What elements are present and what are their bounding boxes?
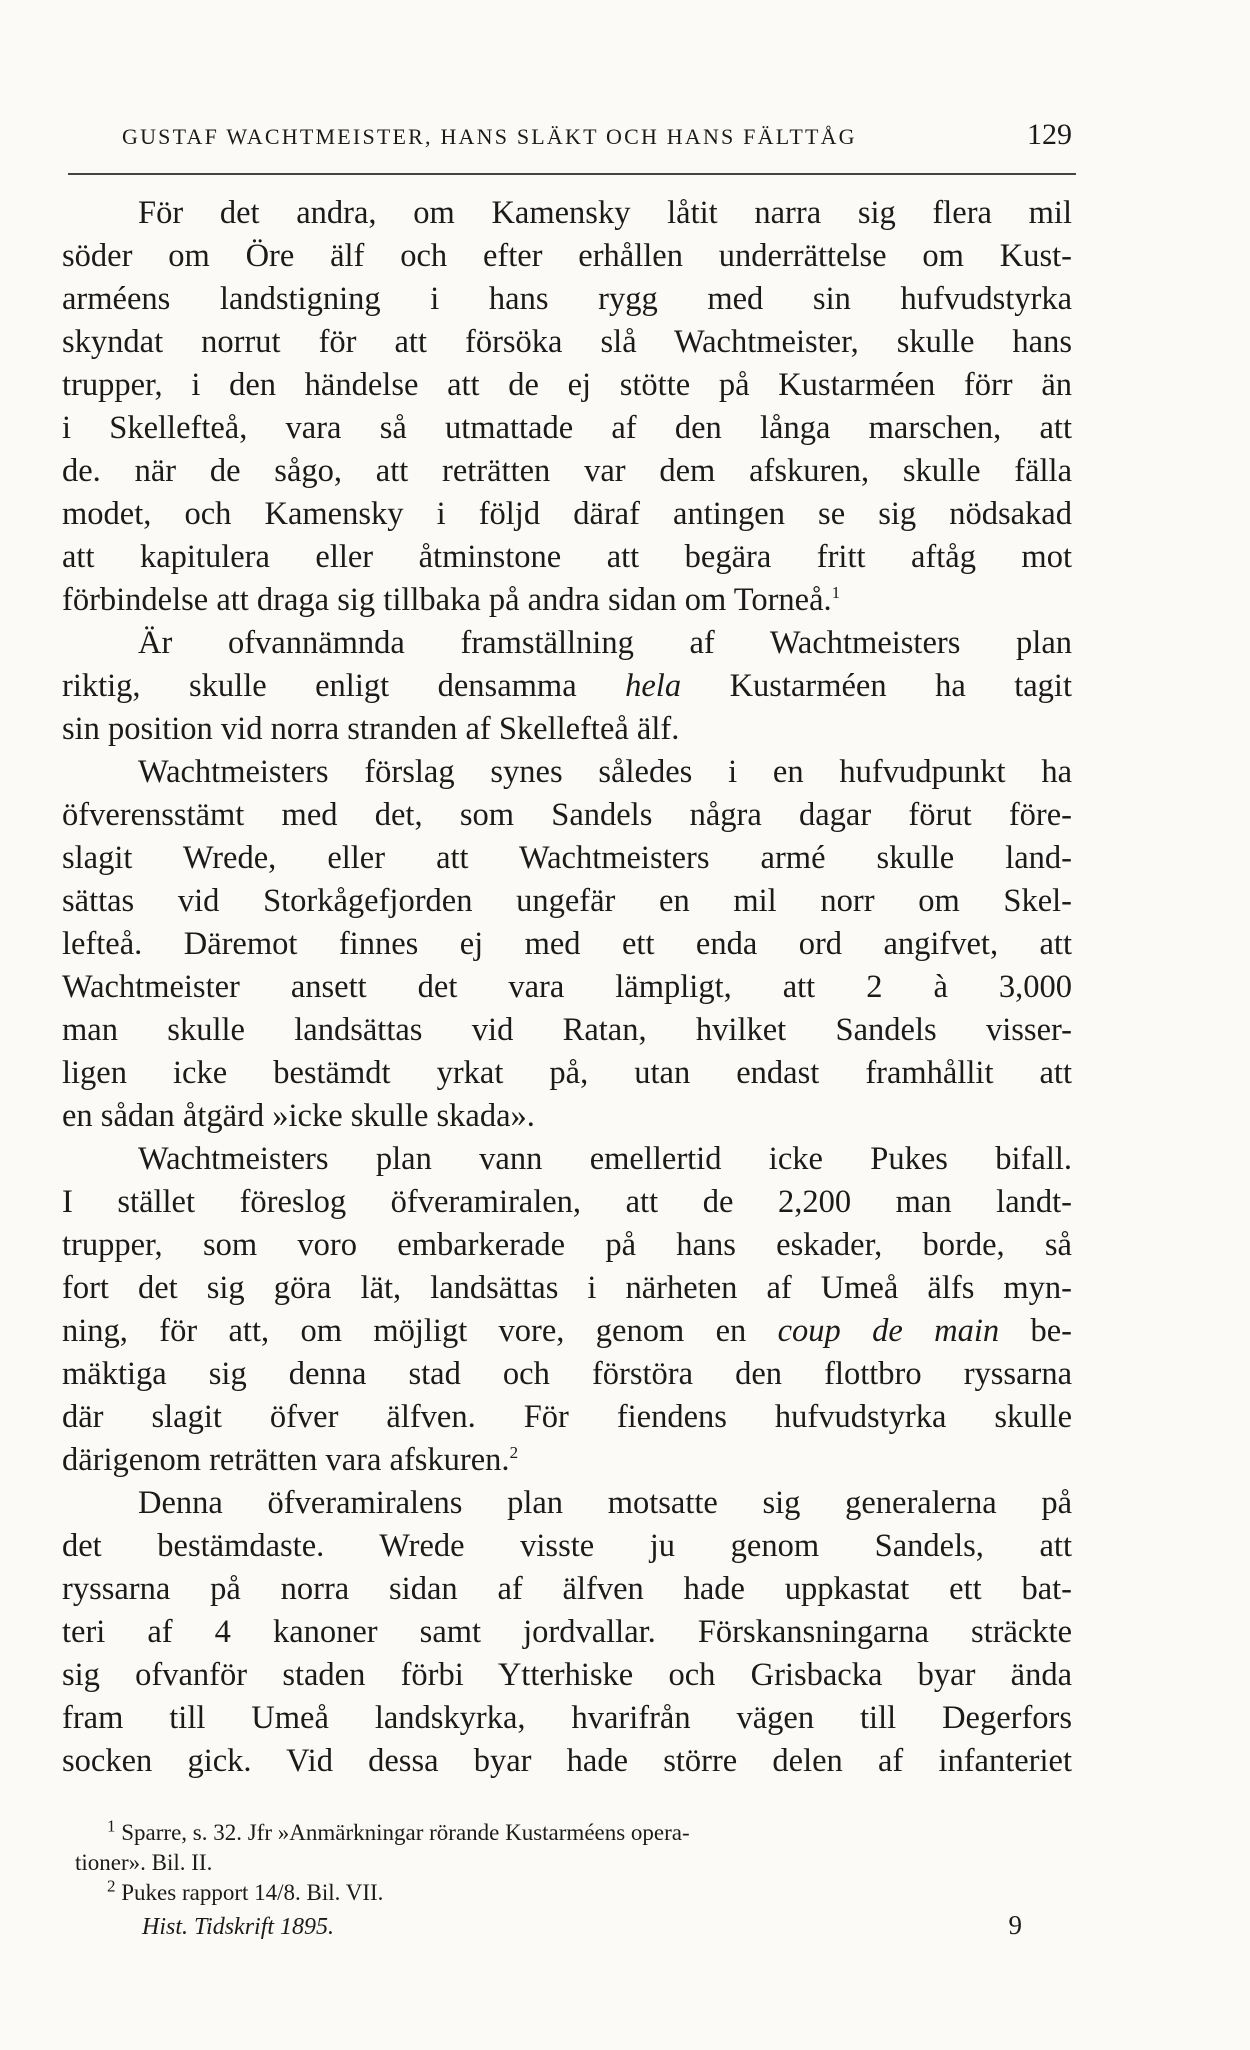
text-segment: Wachtmeisters förslag synes således i en hufvudpunkt ha <box>138 754 1072 790</box>
text-segment: öfverensstämt med det, som Sandels några dagar förut före- <box>62 797 1072 833</box>
text-line <box>62 751 1072 794</box>
text-line <box>62 1697 1072 1740</box>
italic-phrase: hela <box>625 668 682 704</box>
footnote-marker: 2 <box>107 1876 116 1896</box>
text-segment: fram till Umeå landskyrka, hvarifrån vägen till Degerfors <box>62 1700 1072 1736</box>
text-segment: Kustarméen ha tagit <box>681 668 1072 704</box>
text-line <box>62 493 1072 536</box>
text-segment: fort det sig göra lät, landsättas i närheten af Umeå älfs myn- <box>62 1270 1072 1306</box>
text-line <box>62 1095 1072 1138</box>
text-segment: att kapitulera eller åtminstone att begära fritt aftåg mot <box>62 539 1072 575</box>
text-line <box>62 1439 1072 1482</box>
signature-line <box>142 1910 1022 1941</box>
text-segment: man skulle landsättas vid Ratan, hvilket Sandels visser- <box>62 1012 1072 1048</box>
footnote-marker: 1 <box>107 1816 116 1836</box>
text-segment: teri af 4 kanoner samt jordvallar. Förskansningarna sträckte <box>62 1614 1072 1650</box>
text-segment: mäktiga sig denna stad och förstöra den flottbro ryssarna <box>62 1356 1072 1392</box>
journal-signature: Hist. Tidskrift 1895. <box>142 1914 335 1940</box>
footnotes <box>75 1818 1075 1908</box>
text-line <box>62 407 1072 450</box>
text-line <box>62 1181 1072 1224</box>
text-segment: en sådan åtgärd »icke skulle skada». <box>62 1098 535 1134</box>
text-line <box>62 1525 1072 1568</box>
text-segment: ning, för att, om möjligt vore, genom en <box>62 1313 778 1349</box>
footnote-text: Pukes rapport 14/8. Bil. VII. <box>121 1880 384 1905</box>
text-segment: be- <box>999 1313 1072 1349</box>
text-segment: Är ofvannämnda framställning af Wachtmeisters plan <box>138 625 1072 661</box>
footnote-reference: 1 <box>831 583 841 603</box>
body-text <box>62 192 1072 1783</box>
text-line <box>62 837 1072 880</box>
text-segment: sig ofvanför staden förbi Ytterhiske och Grisbacka byar ända <box>62 1657 1072 1693</box>
text-line <box>62 622 1072 665</box>
sheet-number: 9 <box>1008 1910 1022 1940</box>
text-line <box>62 966 1072 1009</box>
text-segment: förbindelse att draga sig tillbaka på andra sidan om Torneå. <box>62 582 832 618</box>
text-segment: I stället föreslog öfveramiralen, att de 2,200 man landt- <box>62 1184 1072 1220</box>
text-line <box>62 1654 1072 1697</box>
text-line <box>62 536 1072 579</box>
text-line <box>62 278 1072 321</box>
text-segment: ryssarna på norra sidan af älfven hade uppkastat ett bat- <box>62 1571 1072 1607</box>
text-line <box>62 1568 1072 1611</box>
text-line <box>62 708 1072 751</box>
footnote-text: Sparre, s. 32. Jfr »Anmärkningar rörande Kustarméens opera- <box>121 1820 690 1845</box>
text-segment: sin position vid norra stranden af Skellefteå älf. <box>62 711 680 747</box>
text-segment: de. när de sågo, att reträtten var dem afskuren, skulle fälla <box>62 453 1072 489</box>
page-header <box>122 118 1072 152</box>
text-line <box>62 450 1072 493</box>
text-line <box>62 235 1072 278</box>
text-segment: För det andra, om Kamensky låtit narra sig flera mil <box>138 195 1072 231</box>
text-segment: skyndat norrut för att försöka slå Wachtmeister, skulle hans <box>62 324 1072 360</box>
text-line <box>62 1396 1072 1439</box>
text-segment: slagit Wrede, eller att Wachtmeisters armé skulle land- <box>62 840 1072 876</box>
text-line <box>62 1224 1072 1267</box>
text-line <box>62 1611 1072 1654</box>
text-line <box>62 321 1072 364</box>
text-segment: Wachtmeister ansett det vara lämpligt, att 2 à 3,000 <box>62 969 1072 1005</box>
text-line <box>62 880 1072 923</box>
text-segment: sättas vid Storkågefjorden ungefär en mil norr om Skel- <box>62 883 1072 919</box>
footnote <box>75 1818 1075 1848</box>
text-segment: ligen icke bestämdt yrkat på, utan endast framhållit att <box>62 1055 1072 1091</box>
text-line <box>62 665 1072 708</box>
text-line <box>62 1267 1072 1310</box>
footnote <box>75 1848 1075 1878</box>
text-segment: där slagit öfver älfven. För fiendens hufvudstyrka skulle <box>62 1399 1072 1435</box>
text-segment: arméens landstigning i hans rygg med sin hufvudstyrka <box>62 281 1072 317</box>
text-segment: Wachtmeisters plan vann emellertid icke Pukes bifall. <box>138 1141 1072 1177</box>
text-line <box>62 1052 1072 1095</box>
text-line <box>62 1482 1072 1525</box>
text-segment: trupper, i den händelse att de ej stötte på Kustarméen förr än <box>62 367 1072 403</box>
text-line <box>62 1310 1072 1353</box>
italic-phrase: coup de main <box>777 1313 1000 1349</box>
text-segment: söder om Öre älf och efter erhållen underrättelse om Kust- <box>62 238 1072 274</box>
running-title: GUSTAF WACHTMEISTER, HANS SLÄKT OCH HANS FÄLTTÅG <box>122 124 857 149</box>
text-segment: trupper, som voro embarkerade på hans eskader, borde, så <box>62 1227 1072 1263</box>
page-number: 129 <box>1027 118 1072 151</box>
text-segment: socken gick. Vid dessa byar hade större delen af infanteriet <box>62 1743 1072 1779</box>
text-segment: lefteå. Däremot finnes ej med ett enda ord angifvet, att <box>62 926 1072 962</box>
text-segment: i Skellefteå, vara så utmattade af den långa marschen, att <box>62 410 1072 446</box>
text-segment: därigenom reträtten vara afskuren. <box>62 1442 510 1478</box>
text-segment: riktig, skulle enligt densamma <box>62 668 626 704</box>
text-line <box>62 1740 1072 1783</box>
text-line <box>62 192 1072 235</box>
header-rule <box>68 173 1076 175</box>
footnote-reference: 2 <box>509 1443 519 1463</box>
text-line <box>62 794 1072 837</box>
text-segment: Denna öfveramiralens plan motsatte sig generalerna på <box>138 1485 1072 1521</box>
text-line <box>62 1138 1072 1181</box>
footnote-text: tioner». Bil. II. <box>75 1850 213 1875</box>
text-line <box>62 579 1072 622</box>
text-segment: det bestämdaste. Wrede visste ju genom Sandels, att <box>62 1528 1072 1564</box>
text-line <box>62 923 1072 966</box>
text-line <box>62 364 1072 407</box>
footnote <box>75 1878 1075 1908</box>
text-line <box>62 1353 1072 1396</box>
text-segment: modet, och Kamensky i följd däraf antingen se sig nödsakad <box>62 496 1072 532</box>
text-line <box>62 1009 1072 1052</box>
